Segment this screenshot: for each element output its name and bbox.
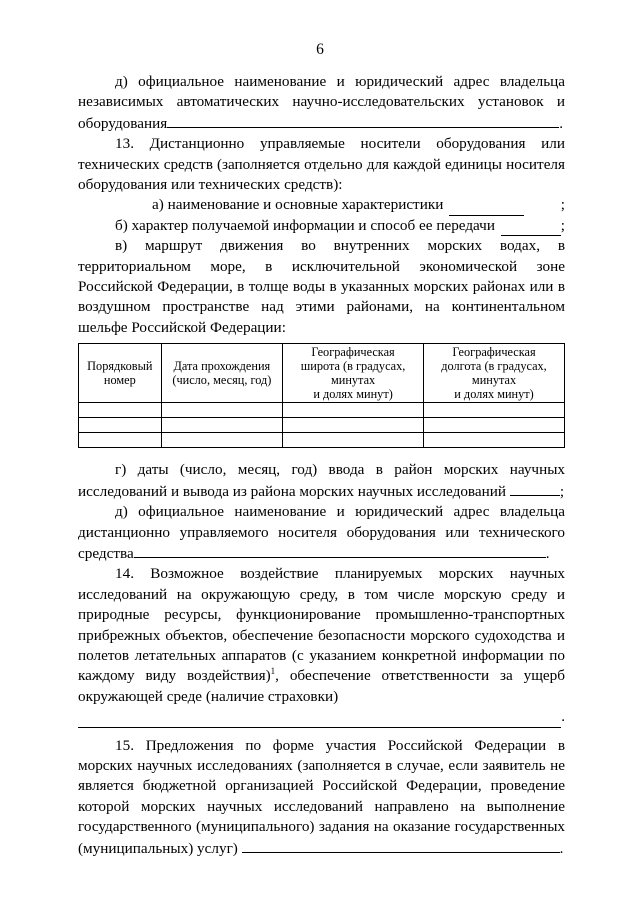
semicolon: ;: [560, 216, 565, 234]
section-14-text: 14. Возможное воздействие планируемых морских научных исследований на окружающую среду, в том числе морскую среду и природные ресурсы, функционирование промышленно-транспортных прибрежных объектов, обеспечение безопасности морского судоходства и полетов летательных аппаратов (с указанием конкретной информации по каждому виду воздействия): [78, 565, 565, 685]
item-13v-text: в) маршрут движения во внутренних морских водах, в территориальном море, в исключительной экономической зоне Российской Федерации, в толще воды в указанных морских районах или в воздушном пространстве над этими районами, на континентальном шельфе Российской Федерации:: [78, 237, 565, 336]
section-14-fill: [78, 707, 565, 727]
header-line: и долях минут): [454, 387, 534, 402]
item-13g: [78, 460, 565, 502]
period: .: [559, 114, 564, 132]
table-cell[interactable]: [79, 418, 162, 433]
table-cell[interactable]: [283, 418, 424, 433]
header-line: долгота (в градусах,: [441, 359, 547, 374]
item-13a: [78, 195, 565, 215]
fill-line: [242, 838, 560, 853]
item-d-text: д) официальное наименование и юридический адрес владельца независимых автоматических научно-исследовательских установок и оборудования: [78, 73, 565, 132]
fill-line: [510, 481, 560, 496]
table-cell[interactable]: [161, 418, 283, 433]
item-13a-text: а) наименование и основные характеристики: [152, 196, 444, 214]
item-13d-text: д) официальное наименование и юридический адрес владельца дистанционно управляемого носителя оборудования или технического средства: [78, 503, 565, 562]
table-cell[interactable]: [79, 403, 162, 418]
col-header-longitude: [424, 344, 565, 403]
period: .: [561, 708, 565, 726]
item-13d: [78, 502, 565, 564]
header-line: Порядковый: [87, 359, 153, 374]
section-15-text: 15. Предложения по форме участия Российской Федерации в морских научных исследованиях (заполняется в случае, если заявитель не является бюджетной организацией Российской Федерации, проведение которой морских научных исследований направлено на выполнение государственного (муниципального) задания на оказание государственных (муниципальных) услуг): [78, 736, 565, 857]
table-row: [79, 433, 565, 448]
col-header-number: [79, 344, 162, 403]
header-line: Географическая: [452, 345, 536, 360]
table-cell[interactable]: [424, 418, 565, 433]
table-cell[interactable]: [283, 403, 424, 418]
fill-line: [134, 543, 546, 558]
item-13g-text: г) даты (число, месяц, год) ввода в район морских научных исследований и вывода из района морских научных исследований: [78, 461, 565, 500]
item-13v: [78, 236, 565, 338]
table-row: [79, 418, 565, 433]
header-line: Географическая: [311, 345, 395, 360]
table-row: [79, 403, 565, 418]
table-header-row: [79, 344, 565, 403]
header-line: минутах: [330, 373, 376, 388]
header-line: широта (в градусах,: [300, 359, 406, 374]
fill-line: [78, 713, 561, 728]
route-table: [78, 343, 565, 448]
footnote-mark: 1: [270, 666, 276, 677]
item-13b: [78, 216, 565, 236]
semicolon: ;: [559, 482, 565, 500]
table-cell[interactable]: [424, 403, 565, 418]
table-cell[interactable]: [283, 433, 424, 448]
page-number: 6: [316, 41, 324, 58]
item-d-owner-autonomous: [78, 72, 565, 134]
document-body: [78, 72, 565, 859]
fill-line: [501, 221, 561, 236]
header-line: (число, месяц, год): [172, 373, 272, 388]
header-line: минутах: [471, 373, 517, 388]
table-cell[interactable]: [161, 433, 283, 448]
col-header-date: [161, 344, 283, 403]
section-14-tail: , обеспечение ответственности за ущерб окружающей среде (наличие страховки): [78, 667, 565, 705]
table-cell[interactable]: [424, 433, 565, 448]
table-cell[interactable]: [79, 433, 162, 448]
period: .: [559, 839, 564, 857]
section-14: [78, 564, 565, 707]
header-line: Дата прохождения: [173, 359, 271, 374]
item-13b-text: б) характер получаемой информации и способ ее передачи: [115, 216, 495, 234]
semicolon: ;: [560, 196, 565, 214]
table-cell[interactable]: [161, 403, 283, 418]
col-header-latitude: [283, 344, 424, 403]
period: .: [545, 544, 550, 562]
section-13-text: 13. Дистанционно управляемые носители оборудования или технических средств (заполняется отдельно для каждой единицы носителя оборудования или технических средств):: [78, 135, 565, 194]
header-line: номер: [103, 373, 136, 388]
header-line: и долях минут): [313, 387, 393, 402]
fill-line: [167, 113, 559, 128]
section-15: [78, 736, 565, 859]
section-13: [78, 134, 565, 195]
fill-line: [449, 201, 523, 216]
